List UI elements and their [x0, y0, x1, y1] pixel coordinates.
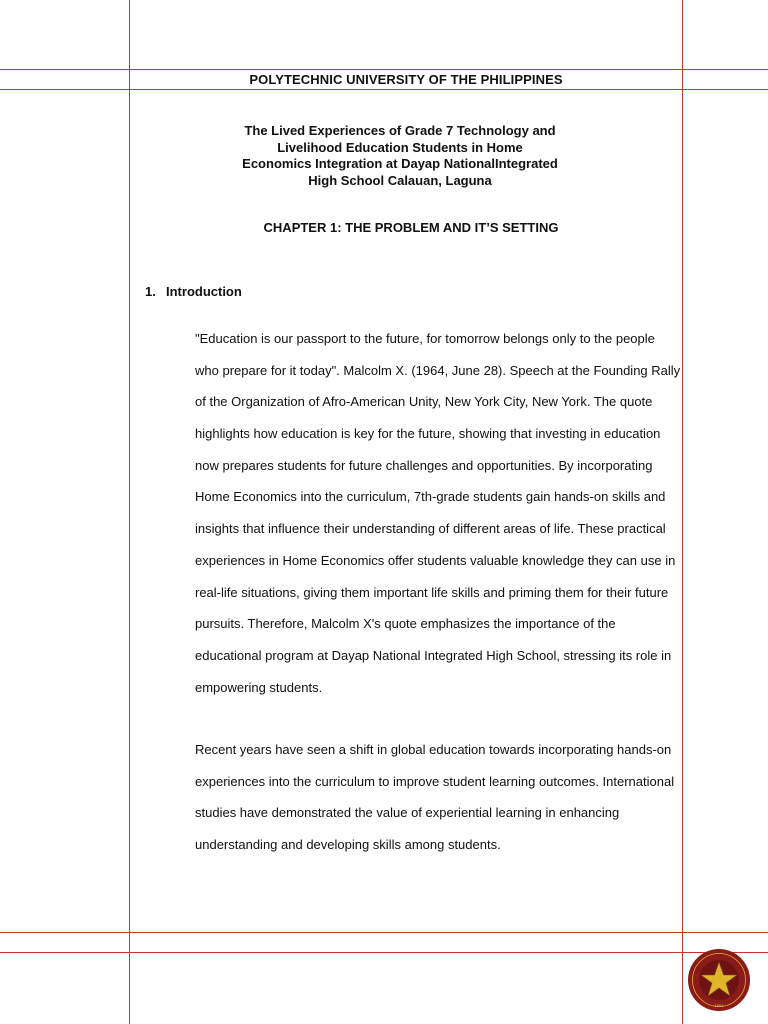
paragraph-line: empowering students. — [195, 679, 323, 695]
paragraph-line: real-life situations, giving them important life skills and priming them for their future — [195, 584, 669, 600]
paragraph-line: educational program at Dayap National Integrated High School, stressing its role in — [195, 647, 672, 663]
paragraph-line: studies have demonstrated the value of experiential learning in enhancing — [195, 805, 620, 821]
title-line: Economics Integration at Dayap NationalIntegrated — [242, 156, 558, 171]
margin-guide-top-1 — [0, 69, 768, 70]
margin-guide-top-2 — [0, 89, 768, 90]
university-seal-icon — [687, 948, 751, 1012]
margin-guide-bottom-1 — [0, 932, 768, 933]
paragraph-line: Home Economics into the curriculum, 7th-grade students gain hands-on skills and — [195, 489, 666, 505]
paragraph-global-education — [195, 742, 674, 869]
paragraph-line: of the Organization of Afro-American Unity, New York City, New York. The quote — [195, 394, 653, 410]
paragraph-line: highlights how education is key for the future, showing that investing in education — [195, 426, 661, 442]
margin-guide-left — [129, 0, 130, 1024]
paragraph-line: insights that influence their understanding of different areas of life. These practical — [195, 521, 666, 537]
paragraph-line: understanding and developing skills among students. — [195, 837, 501, 853]
paragraph-line: now prepares students for future challenges and opportunities. By incorporating — [195, 457, 653, 473]
paragraph-line: pursuits. Therefore, Malcolm X's quote emphasizes the importance of the — [195, 616, 616, 632]
paragraph-introduction — [195, 331, 680, 711]
title-line: The Lived Experiences of Grade 7 Technology and — [244, 123, 556, 138]
section-number: 1. — [145, 284, 156, 299]
margin-guide-bottom-2 — [0, 952, 768, 953]
paragraph-line: who prepare for it today". Malcolm X. (1964, June 28). Speech at the Founding Rally — [195, 362, 681, 378]
margin-guide-right — [682, 0, 683, 1024]
section-heading — [145, 284, 242, 299]
document-title — [232, 123, 568, 189]
university-name: POLYTECHNIC UNIVERSITY OF THE PHILIPPINES — [249, 72, 563, 87]
chapter-heading: CHAPTER 1: THE PROBLEM AND IT’S SETTING — [263, 220, 559, 235]
title-line: Livelihood Education Students in Home — [277, 139, 523, 155]
title-line: High School Calauan, Laguna — [308, 172, 492, 188]
seal-year: 1904 — [714, 1003, 724, 1008]
paragraph-line: experiences into the curriculum to improve student learning outcomes. International — [195, 773, 675, 789]
paragraph-line: experiences in Home Economics offer students valuable knowledge they can use in — [195, 552, 676, 568]
section-title: Introduction — [166, 284, 242, 299]
paragraph-line: "Education is our passport to the future, for tomorrow belongs only to the people — [195, 331, 655, 346]
paragraph-line: Recent years have seen a shift in global education towards incorporating hands-on — [195, 742, 672, 757]
